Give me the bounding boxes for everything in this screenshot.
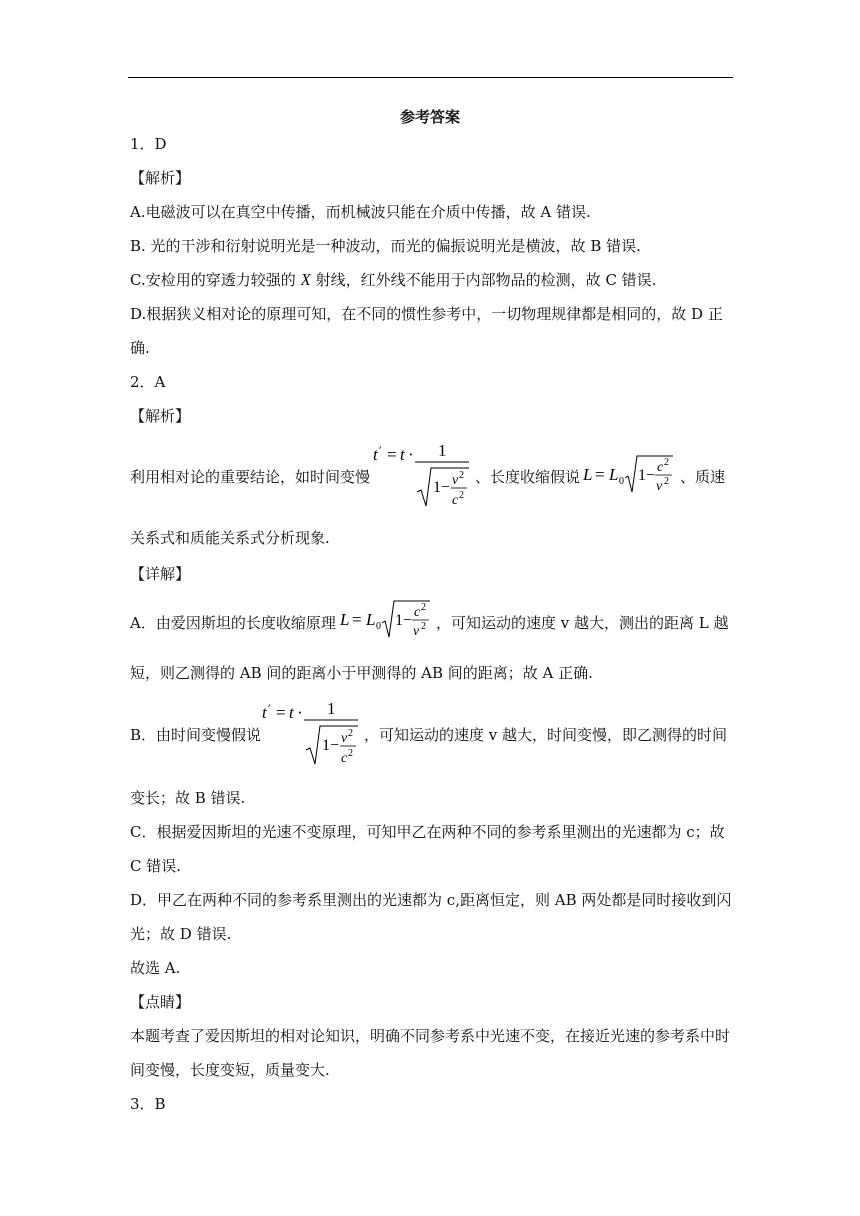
page-title: 参考答案 (399, 108, 460, 126)
q2-detail-tag: 【详解】 (130, 565, 191, 583)
svg-text:t: t (373, 445, 378, 464)
svg-text:1: 1 (327, 699, 336, 718)
q1-option-d-line2: 确. (130, 339, 150, 357)
svg-text:c: c (657, 460, 664, 475)
header-rule (128, 77, 733, 78)
length-contraction-formula-a (340, 597, 432, 645)
svg-text:2: 2 (664, 476, 669, 487)
q2-conclusion: 故选 A. (130, 959, 181, 977)
svg-text:2: 2 (459, 470, 464, 481)
q1-option-c-var: X (300, 270, 311, 289)
svg-text:′: ′ (379, 443, 382, 457)
svg-text:=: = (595, 465, 605, 484)
svg-text:2: 2 (348, 748, 353, 759)
svg-text:L: L (609, 465, 619, 484)
svg-text:v: v (413, 624, 420, 639)
q1-analysis-tag: 【解析】 (130, 169, 191, 187)
q2-option-b-pre: B．由时间变慢假说 (130, 726, 262, 744)
svg-text:2: 2 (459, 490, 464, 501)
q2-analysis-mid: 、长度收缩假说 (475, 468, 581, 486)
svg-text:t: t (262, 703, 267, 722)
svg-text:2: 2 (348, 728, 353, 739)
q3-heading: 3．B (130, 1095, 166, 1113)
svg-text:2: 2 (421, 602, 426, 613)
svg-text:1−: 1− (638, 467, 656, 484)
q2-option-b-post: ，可知运动的速度 v 越大，时间变慢，即乙测得的时间 (364, 726, 728, 744)
q2-analysis-pre: 利用相对论的重要结论，如时间变慢 (130, 468, 371, 486)
svg-text:·: · (297, 703, 303, 722)
svg-text:=: = (276, 703, 286, 722)
q2-option-d-line1: D．甲乙在两种不同的参考系里测出的光速都为 c,距离恒定，则 AB 两处都是同时接收到闪 (130, 891, 732, 909)
svg-text:L: L (340, 610, 350, 629)
q1-option-c (130, 270, 656, 290)
q2-option-a-post: ，可知运动的速度 v 越大，测出的距离 L 越 (436, 614, 729, 632)
q2-heading: 2．A (130, 373, 166, 391)
q1-option-d-line1: D.根据狭义相对论的原理可知，在不同的惯性参考中，一切物理规律都是相同的，故 D 正 (130, 305, 723, 323)
q1-option-a: A.电磁波可以在真空中传播，而机械波只能在介质中传播，故 A 错误. (130, 203, 591, 221)
svg-text:L: L (583, 465, 593, 484)
q1-option-c-pre: C.安检用的穿透力较强的 (130, 271, 296, 289)
q1-option-b: B. 光的干涉和衍射说明光是一种波动，而光的偏振说明光是横波，故 B 错误. (130, 237, 641, 255)
svg-text:v: v (341, 731, 348, 746)
q2-analysis-post: 、质速 (680, 468, 726, 486)
svg-text:c: c (341, 751, 348, 766)
svg-text:=: = (387, 445, 397, 464)
svg-text:2: 2 (664, 457, 669, 468)
svg-text:1−: 1− (322, 737, 340, 754)
q2-option-c-line2: C 错误. (130, 857, 182, 875)
svg-text:L: L (366, 610, 376, 629)
svg-text:t: t (400, 445, 405, 464)
time-dilation-formula-b (262, 698, 362, 774)
q2-option-b-line2: 变长；故 B 错误. (130, 789, 246, 807)
svg-text:0: 0 (619, 476, 624, 487)
q2-comment-line1: 本题考查了爱因斯坦的相对论知识，明确不同参考系中光速不变，在接近光速的参考系中时 (130, 1027, 731, 1045)
q1-heading: 1．D (130, 135, 167, 153)
svg-text:′: ′ (268, 701, 271, 715)
svg-text:v: v (452, 473, 459, 488)
svg-text:1−: 1− (433, 479, 451, 496)
svg-text:2: 2 (421, 621, 426, 632)
q2-comment-line2: 间变慢，长度变短，质量变大. (130, 1061, 330, 1079)
svg-text:1: 1 (438, 441, 447, 460)
svg-text:=: = (352, 610, 362, 629)
svg-text:0: 0 (376, 621, 381, 632)
q2-option-a-line2: 短，则乙测得的 AB 间的距离小于甲测得的 AB 间的距离；故 A 正确. (130, 664, 593, 682)
q2-comment-tag: 【点睛】 (130, 993, 191, 1011)
svg-text:·: · (408, 445, 414, 464)
svg-text:1−: 1− (395, 612, 413, 629)
q2-option-a-pre: A．由爱因斯坦的长度收缩原理 (130, 614, 336, 632)
q2-analysis-tag: 【解析】 (130, 407, 191, 425)
q1-option-c-post: 射线，红外线不能用于内部物品的检测，故 C 错误. (315, 271, 657, 289)
svg-text:t: t (289, 703, 294, 722)
q2-option-c-line1: C．根据爱因斯坦的光速不变原理，可知甲乙在两种不同的参考系里测出的光速都为 c；故 (130, 823, 725, 841)
length-contraction-formula (583, 452, 675, 500)
time-dilation-formula (373, 440, 473, 516)
svg-text:c: c (414, 605, 421, 620)
svg-text:c: c (452, 493, 459, 508)
svg-text:v: v (656, 479, 663, 494)
q2-option-d-line2: 光；故 D 错误. (130, 925, 232, 943)
q2-analysis-line2: 关系式和质能关系式分析现象. (130, 529, 330, 547)
